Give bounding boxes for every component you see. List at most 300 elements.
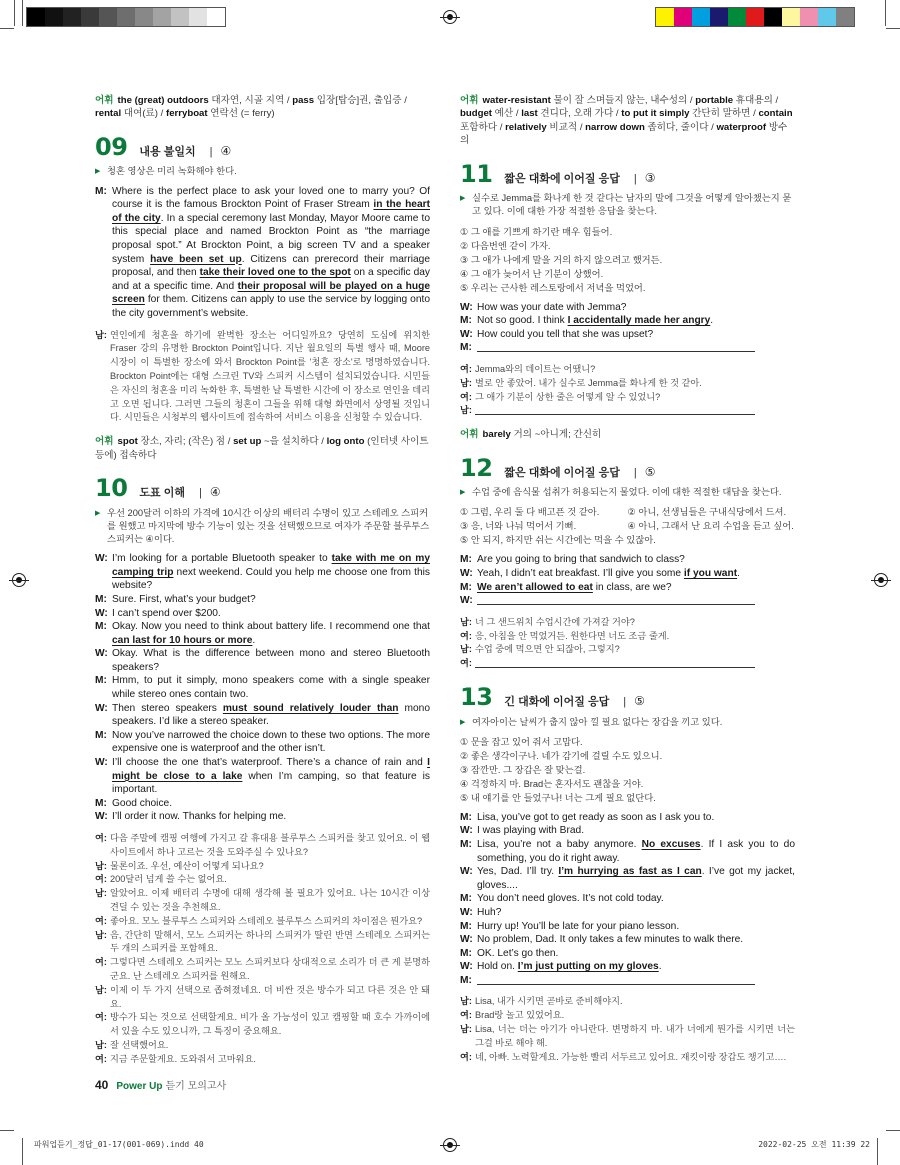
vocab-definition: 비교적 /	[546, 121, 586, 133]
dialogue-line	[460, 933, 795, 947]
explanation: ▶ 우선 200달러 이하의 가격에 10시간 이상의 배터리 수명이 있고 스테레오 스피커를 원했고 마지막에 방수 기능이 있는 것을 선택했으므로 여자가 주문할 블루투스 스피커는 ④이다.	[95, 507, 430, 547]
color-swatch	[189, 8, 207, 26]
translation-line	[95, 915, 430, 929]
dialogue-line	[95, 552, 430, 593]
question-type: 짧은 대화에 이어질 응답	[504, 466, 620, 479]
color-swatch	[674, 8, 692, 26]
speaker-label: 여:	[460, 630, 472, 641]
slug-timestamp: 2022-02-25 오전 11:39 22	[758, 1140, 870, 1149]
dialogue-line	[95, 702, 430, 729]
vocab-box	[95, 435, 430, 462]
dialogue-line	[95, 810, 430, 824]
line-text: I’ll choose the one that’s waterproof. There’s a chance of rain and I might be close to a lake when I’m camping, so that feature is important.	[112, 757, 430, 796]
speaker-label: 남:	[460, 1024, 472, 1035]
key-phrase: I’m hurrying as fast as I can	[558, 866, 702, 878]
translation-line	[95, 956, 430, 984]
vocab-label: 어휘	[95, 95, 114, 106]
speaker-label: 남:	[95, 329, 107, 340]
crop-mark	[0, 1130, 14, 1131]
speaker-label: 남:	[460, 377, 472, 388]
answer-blank	[475, 404, 755, 415]
vocab-definition: 대자연, 시골 지역 /	[208, 95, 293, 106]
line-text: Okay. What is the difference between mono and stereo Bluetooth speakers?	[112, 648, 430, 673]
crop-mark	[14, 0, 15, 26]
speaker-label: 여:	[95, 1053, 107, 1064]
speaker-label: 여:	[95, 833, 107, 844]
dialogue-script	[95, 185, 430, 321]
speaker-label: M:	[460, 947, 472, 959]
vocab-term: barely	[482, 429, 511, 441]
color-swatch	[135, 8, 153, 26]
line-text: How was your date with Jemma?	[477, 301, 627, 313]
speaker-label: 여:	[460, 364, 472, 374]
speaker-label: W:	[95, 648, 108, 660]
speaker-label: M:	[95, 621, 107, 633]
color-swatch	[782, 8, 800, 26]
speaker-label: W:	[460, 961, 473, 973]
answer-number: ③	[644, 170, 656, 185]
color-swatch	[728, 8, 746, 26]
line-text: Yes, Dad. I’ll try. I’m hurrying as fast as I can. I’ve got my jacket, gloves....	[477, 866, 795, 891]
book-subtitle: 듣기 모의고사	[165, 1081, 227, 1092]
translation-line	[460, 1051, 795, 1065]
color-swatch	[27, 8, 45, 26]
dialogue-script	[460, 301, 795, 355]
vocab-definition: 대여(료) /	[121, 108, 166, 120]
translation-line	[460, 377, 795, 391]
dialogue-script	[460, 811, 795, 988]
question-type: 내용 불일치	[139, 145, 196, 158]
dialogue-line	[460, 567, 795, 581]
answer-option: ⑤ 우리는 근사한 레스토랑에서 저녁을 먹었어.	[460, 282, 646, 293]
separator: |	[633, 466, 637, 479]
vocab-definition: 휴대용의 /	[733, 95, 779, 106]
question-12	[460, 453, 795, 671]
line-text: Lisa, you’ve got to get ready as soon as I ask you to.	[477, 811, 715, 823]
vocab-box	[460, 428, 795, 441]
color-swatch	[81, 8, 99, 26]
question-type: 짧은 대화에 이어질 응답	[504, 172, 620, 185]
translation-line	[460, 616, 795, 630]
answer-option: ② 좋은 생각이구나. 네가 감기에 걸릴 수도 있으니.	[460, 750, 663, 761]
vocab-definition: 포함하다 /	[460, 121, 506, 133]
color-swatch	[836, 8, 854, 26]
vocab-box	[95, 94, 430, 121]
line-text: Are you going to bring that sandwich to class?	[477, 554, 685, 566]
dialogue-line	[460, 314, 795, 328]
crop-mark	[885, 0, 886, 26]
answer-option: ④ 그 애가 늦어서 난 기분이 상했어.	[460, 268, 604, 279]
color-swatch	[117, 8, 135, 26]
dialogue-line	[460, 553, 795, 567]
vocab-definition: 예산 /	[491, 108, 522, 120]
right-column	[460, 94, 795, 1074]
speaker-label: W:	[460, 866, 473, 878]
translation-line	[460, 995, 795, 1009]
crop-mark	[886, 1130, 900, 1131]
line-text: 이제 이 두 가지 선택으로 좁혀졌네요. 더 비싼 것은 방수가 되고 다른 것은 안 돼요.	[110, 984, 430, 1009]
line-text: 다음 주말에 캠핑 여행에 가지고 갈 휴대용 블루투스 스피커를 찾고 있어요. 이 웹사이트에서 하나 고르는 것을 도와주실 수 있나요?	[110, 833, 430, 857]
speaker-label: 남:	[460, 996, 472, 1007]
color-swatch	[656, 8, 674, 26]
dialogue-line	[95, 797, 430, 811]
dialogue-line	[460, 824, 795, 838]
answer-option: ④ 아니, 그래서 난 요리 수업을 듣고 싶어.	[627, 521, 794, 532]
vocab-term: set up	[233, 436, 262, 448]
speaker-label: W:	[460, 906, 473, 918]
speaker-label: M:	[460, 893, 472, 905]
separator: |	[623, 695, 627, 708]
crop-mark	[0, 28, 14, 29]
dialogue-line	[460, 960, 795, 974]
speaker-label: W:	[95, 757, 108, 769]
vocab-label: 어휘	[460, 95, 479, 106]
translation-line	[95, 329, 430, 426]
question-type: 도표 이해	[139, 486, 185, 499]
line-text: 별로 안 좋았어. 내가 실수로 Jemma를 화나게 한 것 같아.	[475, 377, 702, 388]
line-text: Hurry up! You’ll be late for your piano lesson.	[477, 920, 680, 932]
color-swatch	[99, 8, 117, 26]
dialogue-line	[95, 756, 430, 797]
vocab-term: rental	[95, 108, 122, 120]
line-text: Good choice.	[112, 797, 173, 809]
vocab-definition: 연락선 (= ferry)	[207, 108, 275, 120]
line-text: Lisa, 내가 시키면 곧바로 준비해야지.	[475, 996, 623, 1007]
answer-option: ④ 걱정하지 마. Brad는 혼자서도 괜찮을 거야.	[460, 778, 644, 789]
line-text: OK. Let’s go then.	[477, 947, 559, 959]
question-number: 12	[460, 453, 493, 482]
line-text: Lisa, 너는 더는 아기가 아니란다. 변명하지 마. 내가 너에게 뭔가를 시키면 너는 그걸 바로 해야 해.	[475, 1024, 795, 1048]
vocab-definition: 물이 잘 스며들지 않는, 내수성의 /	[550, 95, 696, 106]
vocab-term: portable	[695, 95, 734, 106]
color-swatch	[710, 8, 728, 26]
question-number: 13	[460, 682, 493, 711]
line-text: I can’t spend over $200.	[112, 607, 221, 619]
color-swatch	[63, 8, 81, 26]
translation-line	[460, 404, 795, 418]
line-text: Now you’ve narrowed the choice down to these two options. The more expensive one is waterproof and the other isn’t.	[112, 729, 430, 755]
color-swatch	[764, 8, 782, 26]
line-text: Where is the perfect place to ask your loved one to marry you? Of course it is the famous Brockton Point of Fraser Stream in the heart of the city. In a special ceremony last Monday, Mayor Moore came to this special place and named Brockton Point as “the marriage proposal spot.” At Brockton Point, a big screen TV and a speaker system have been set up. Citizens can prerecord their marriage proposal, and then take their loved one to the spot on a specific day and at a specific time. And their proposal will be played on a huge screen for them. Citizens can apply to use the service by logging onto the city government’s website.	[112, 185, 430, 319]
translation-line	[460, 657, 795, 671]
answer-blank	[477, 341, 755, 352]
line-text: 알았어요. 이제 배터리 수명에 대해 생각해 볼 필요가 있어요. 나는 10시간 이상 견딜 수 있는 것을 추천해요.	[110, 888, 430, 912]
vocab-term: spot	[117, 436, 138, 448]
answer-option: ⑤ 안 되지, 하지만 쉬는 시간에는 먹을 수 있잖아.	[460, 535, 656, 546]
vocab-definition: ~을 설치하다 /	[261, 436, 327, 448]
speaker-label: 남:	[95, 1039, 107, 1050]
line-text: 잘 선택했어요.	[110, 1039, 169, 1050]
answer-blank	[475, 657, 755, 668]
answer-option: ① 그럼, 우리 둘 다 배고픈 것 같아.	[460, 507, 600, 518]
vocab-definition: 거의 ~아니게; 간신히	[510, 429, 602, 441]
line-text: You don’t need gloves. It’s not cold today.	[477, 893, 664, 905]
speaker-label: W:	[460, 825, 473, 837]
key-phrase: must sound relatively louder than	[222, 702, 399, 714]
line-text: Brad랑 놀고 있었어요.	[475, 1010, 565, 1021]
registration-mark-icon	[443, 1138, 457, 1152]
speaker-label: 여:	[95, 1012, 107, 1023]
translation-line	[95, 860, 430, 874]
color-swatch	[818, 8, 836, 26]
question-number: 09	[95, 132, 128, 161]
crop-mark	[886, 28, 900, 29]
explanation: ▶ 청혼 영상은 미리 녹화해야 한다.	[95, 165, 430, 178]
registration-mark-icon	[443, 10, 457, 24]
vocab-definition: (인터넷 사이트 등에) 접속하다	[95, 436, 429, 461]
speaker-label: W:	[95, 811, 108, 823]
crop-mark	[22, 0, 23, 26]
vocab-label: 어휘	[460, 429, 479, 441]
korean-translation	[95, 832, 430, 1067]
dialogue-line	[460, 892, 795, 906]
explanation: ▶ 여자아이는 날씨가 춥지 않아 낄 필요 없다는 장갑을 끼고 있다.	[460, 716, 795, 729]
vocab-term: water-resistant	[482, 95, 551, 106]
speaker-label: M:	[460, 342, 472, 354]
speaker-label: M:	[460, 581, 472, 593]
question-header	[460, 453, 795, 482]
dialogue-line	[460, 974, 795, 988]
vocab-term: relatively	[505, 121, 547, 133]
dialogue-line	[460, 301, 795, 315]
speaker-label: W:	[95, 702, 108, 714]
vocab-definition: 좁히다, 줄이다 /	[644, 121, 717, 133]
speaker-label: M:	[95, 729, 107, 741]
speaker-label: W:	[460, 328, 473, 340]
question-number: 11	[460, 159, 493, 188]
vocab-definition: 장소, 자리; (작은) 점 /	[137, 436, 234, 448]
translation-line	[460, 391, 795, 405]
translation-line	[460, 643, 795, 657]
book-title: Power Up	[116, 1081, 163, 1092]
dialogue-line	[95, 620, 430, 647]
answer-option: ① 그 애를 기쁘게 하기란 매우 힘들어.	[460, 226, 613, 237]
line-text: 200달러 넘게 쓸 수는 없어요.	[110, 874, 227, 885]
line-text: Hmm, to put it simply, mono speakers come with a single speaker while stereo ones contain two.	[112, 675, 430, 701]
korean-translation	[460, 995, 795, 1064]
color-swatch	[153, 8, 171, 26]
speaker-label: W:	[460, 567, 473, 579]
speaker-label: 여:	[95, 874, 107, 885]
speaker-label: M:	[95, 797, 107, 809]
dialogue-line	[95, 647, 430, 674]
color-swatch	[207, 8, 225, 26]
speaker-label: 남:	[95, 929, 107, 940]
speaker-label: 남:	[95, 888, 107, 899]
vocab-term: last	[521, 108, 538, 120]
answer-option: ③ 그 애가 나에게 말을 거의 하지 않으려고 했거든.	[460, 254, 663, 265]
question-11	[460, 159, 795, 442]
explanation: ▶ 수업 중에 음식물 섭취가 허용되는지 물었다. 이에 대한 적절한 대답을 찾는다.	[460, 486, 795, 499]
slug-filename: 파워업듣기_정답_01-17(001-069).indd 40	[34, 1140, 204, 1149]
vocab-label: 어휘	[95, 436, 114, 448]
vocab-term: waterproof	[716, 121, 767, 133]
dialogue-line	[460, 328, 795, 342]
speaker-label: M:	[460, 554, 472, 566]
crop-mark	[877, 1138, 878, 1165]
speaker-label: M:	[95, 593, 107, 605]
answer-number: ④	[209, 484, 221, 499]
key-phrase: take with me on my camping trip	[112, 553, 430, 578]
translation-line	[95, 984, 430, 1012]
color-swatch	[746, 8, 764, 26]
dialogue-script	[460, 553, 795, 607]
translation-line	[95, 832, 430, 860]
line-text: 네, 아빠. 노력할게요. 가능한 빨리 서두르고 있어요. 재킷이랑 장갑도 챙기고….	[475, 1051, 787, 1062]
speaker-label: M:	[460, 974, 472, 986]
dialogue-line	[95, 729, 430, 756]
key-phrase: their proposal will be played on a huge screen	[112, 280, 430, 306]
vocab-term: ferryboat	[166, 108, 208, 120]
answer-number: ⑤	[634, 693, 645, 708]
vocab-term: budget	[460, 108, 492, 120]
speaker-label: 여:	[460, 658, 472, 669]
line-text: Not so good. I think I accidentally made her angry.	[477, 315, 714, 327]
line-text: Jemma와의 데이트는 어땠니?	[475, 364, 596, 374]
speaker-label: W:	[95, 553, 108, 565]
answer-options	[460, 505, 795, 547]
dialogue-line	[95, 674, 430, 701]
line-text: Lisa, you’re not a baby anymore. No excuses. If I ask you to do something, you do it right away.	[477, 838, 795, 864]
speaker-label: 남:	[460, 616, 472, 627]
line-text: Sure. First, what’s your budget?	[112, 593, 256, 605]
line-text: 음, 간단히 말해서, 모노 스피커는 하나의 스피커가 딸린 반면 스테레오 스피커는 두 개의 스피커를 포함해요.	[110, 929, 430, 954]
dialogue-line	[460, 811, 795, 825]
dialogue-line	[460, 947, 795, 961]
dialogue-line	[95, 185, 430, 321]
dialogue-script	[95, 552, 430, 824]
line-text: 응, 아침을 안 먹었거든. 원한다면 너도 조금 줄게.	[475, 630, 670, 641]
key-phrase: We aren’t allowed to eat	[477, 581, 593, 593]
key-phrase: I accidentally made her angry	[567, 315, 711, 327]
answer-options	[460, 735, 795, 805]
speaker-label: 여:	[460, 391, 472, 402]
speaker-label: M:	[460, 838, 472, 850]
speaker-label: 남:	[95, 860, 107, 871]
question-header	[460, 682, 795, 711]
answer-option: ③ 잠깐만. 그 장갑은 잘 맞는걸.	[460, 764, 586, 775]
line-text: I was playing with Brad.	[477, 825, 585, 837]
question-10	[95, 473, 430, 1067]
translation-line	[95, 873, 430, 887]
speaker-label: 여:	[95, 957, 107, 968]
speaker-label: M:	[460, 920, 472, 932]
korean-translation	[95, 329, 430, 426]
speaker-label: 남:	[460, 405, 472, 416]
crop-mark	[22, 1138, 23, 1165]
speaker-label: W:	[460, 301, 473, 313]
answer-blank	[477, 594, 755, 605]
key-phrase: in the heart of the city	[112, 199, 430, 224]
translation-line	[95, 1011, 430, 1039]
vocab-box	[460, 94, 795, 148]
key-phrase: have been set up	[150, 253, 242, 265]
registration-mark-icon	[874, 573, 888, 587]
vocab-definition: 견디다, 오래 가다 /	[537, 108, 622, 120]
registration-mark-icon	[12, 573, 26, 587]
vocab-term: to put it simply	[621, 108, 690, 120]
question-type: 긴 대화에 이어질 응답	[504, 695, 610, 708]
question-09	[95, 132, 430, 462]
speaker-label: M:	[460, 315, 472, 327]
page-number: 40	[95, 1078, 109, 1092]
answer-option: ⑤ 내 얘기를 안 들었구나! 너는 그게 필요 없단다.	[460, 792, 656, 803]
translation-line	[95, 929, 430, 957]
answer-options	[460, 225, 795, 295]
line-text: How could you tell that she was upset?	[477, 328, 654, 340]
korean-translation	[460, 616, 795, 671]
line-text: Yeah, I didn’t eat breakfast. I’ll give you some if you want.	[477, 567, 740, 579]
question-13	[460, 682, 795, 1065]
separator: |	[633, 172, 637, 185]
translation-line	[460, 1023, 795, 1051]
vocab-term: the (great) outdoors	[117, 95, 209, 106]
line-text: 연인에게 청혼을 하기에 완벽한 장소는 어디일까요? 당연히 도심에 위치한 Fraser 강의 유명한 Brockton Point입니다. 지난 월요일의 특별 행사 때, Moore 시장이 이 특별한 장소에 와서 Brockton Point를 '청혼 장소'로 명명하였습니다. Brockton Point에는 대형 스크린 TV와 스피커 시스템이 설치되었습니다. 시민들은 자신의 청혼을 미리 녹화한 후, 특별한 날 특별한 시간에 이 장소로 연인을 데리고 오면 됩니다. 그러면 그들의 청혼이 그들을 위해 대형 화면에서 상영될 것입니다. 시민들은 시청부의 웹사이트에 접속하여 서비스 이용을 신청할 수 있습니다.	[110, 329, 430, 423]
translation-line	[460, 630, 795, 644]
dialogue-line	[460, 581, 795, 595]
line-text: 너 그 샌드위치 수업시간에 가져갈 거야?	[475, 616, 635, 627]
speaker-label: 남:	[460, 644, 472, 655]
speaker-label: M:	[95, 675, 107, 687]
line-text: Huh?	[477, 906, 502, 918]
line-text: No problem, Dad. It only takes a few minutes to walk there.	[477, 934, 744, 946]
line-text: We aren’t allowed to eat in class, are we?	[477, 581, 672, 593]
line-text: 방수가 되는 것으로 선택할게요. 비가 올 가능성이 있고 캠핑할 때 호수 가까이에서 있을 수도 있으니까, 그 특징이 중요해요.	[110, 1012, 430, 1037]
key-phrase: if you want	[683, 567, 738, 579]
vocab-definition: 방수의	[460, 121, 788, 147]
question-header	[95, 473, 430, 502]
dialogue-line	[95, 607, 430, 621]
vocab-term: contain	[758, 108, 793, 120]
dialogue-line	[460, 920, 795, 934]
speaker-label: W:	[95, 607, 108, 619]
speaker-label: M:	[95, 185, 107, 197]
dialogue-line	[460, 838, 795, 865]
translation-line	[95, 1053, 430, 1067]
line-text: 그렇다면 스테레오 스피커는 모노 스피커보다 상대적으로 소리가 더 큰 게 분명하군요. 난 스테레오 스피커를 원해요.	[110, 957, 430, 981]
line-text: I’m looking for a portable Bluetooth speaker to take with me on my camping trip next weekend. Could you help me choose one from this website?	[112, 553, 430, 592]
color-swatch	[45, 8, 63, 26]
line-text: 그 애가 기분이 상한 줄은 어떻게 알 수 있었니?	[475, 391, 661, 402]
answer-option: ① 문을 잡고 있어 줘서 고맙다.	[460, 736, 583, 747]
page-footer	[95, 1077, 226, 1092]
answer-option: ② 다음번엔 같이 가자.	[460, 240, 551, 251]
korean-translation	[460, 363, 795, 418]
question-header	[460, 159, 795, 188]
vocab-definition: 간단히 말하면 /	[689, 108, 759, 120]
grayscale-color-bar	[26, 7, 226, 27]
question-number: 10	[95, 473, 128, 502]
line-text: 물론이죠. 우선, 예산이 어떻게 되나요?	[110, 860, 264, 871]
key-phrase: take their loved one to the spot	[199, 267, 351, 279]
translation-line	[460, 1009, 795, 1023]
process-color-bar	[655, 7, 855, 27]
line-text: Hold on. I’m just putting on my gloves.	[477, 961, 662, 973]
vocab-term: pass	[292, 95, 315, 106]
separator: |	[209, 145, 213, 158]
key-phrase: can last for 10 hours or more	[112, 634, 253, 646]
dialogue-line	[460, 594, 795, 608]
key-phrase: No excuses	[641, 838, 701, 850]
line-text: 좋아요. 모노 블루투스 스피커와 스테레오 블루투스 스피커의 차이점은 뭔가요?	[110, 915, 423, 926]
translation-line	[95, 887, 430, 915]
translation-line	[460, 363, 795, 377]
explanation: ▶ 실수로 Jemma를 화나게 한 것 같다는 남자의 말에 그것을 어떻게 알아챘는지 묻고 있다. 이에 대한 가장 적절한 응답을 찾는다.	[460, 192, 795, 218]
dialogue-line	[460, 906, 795, 920]
speaker-label: 여:	[460, 1010, 472, 1021]
dialogue-line	[460, 865, 795, 892]
speaker-label: M:	[460, 811, 472, 823]
